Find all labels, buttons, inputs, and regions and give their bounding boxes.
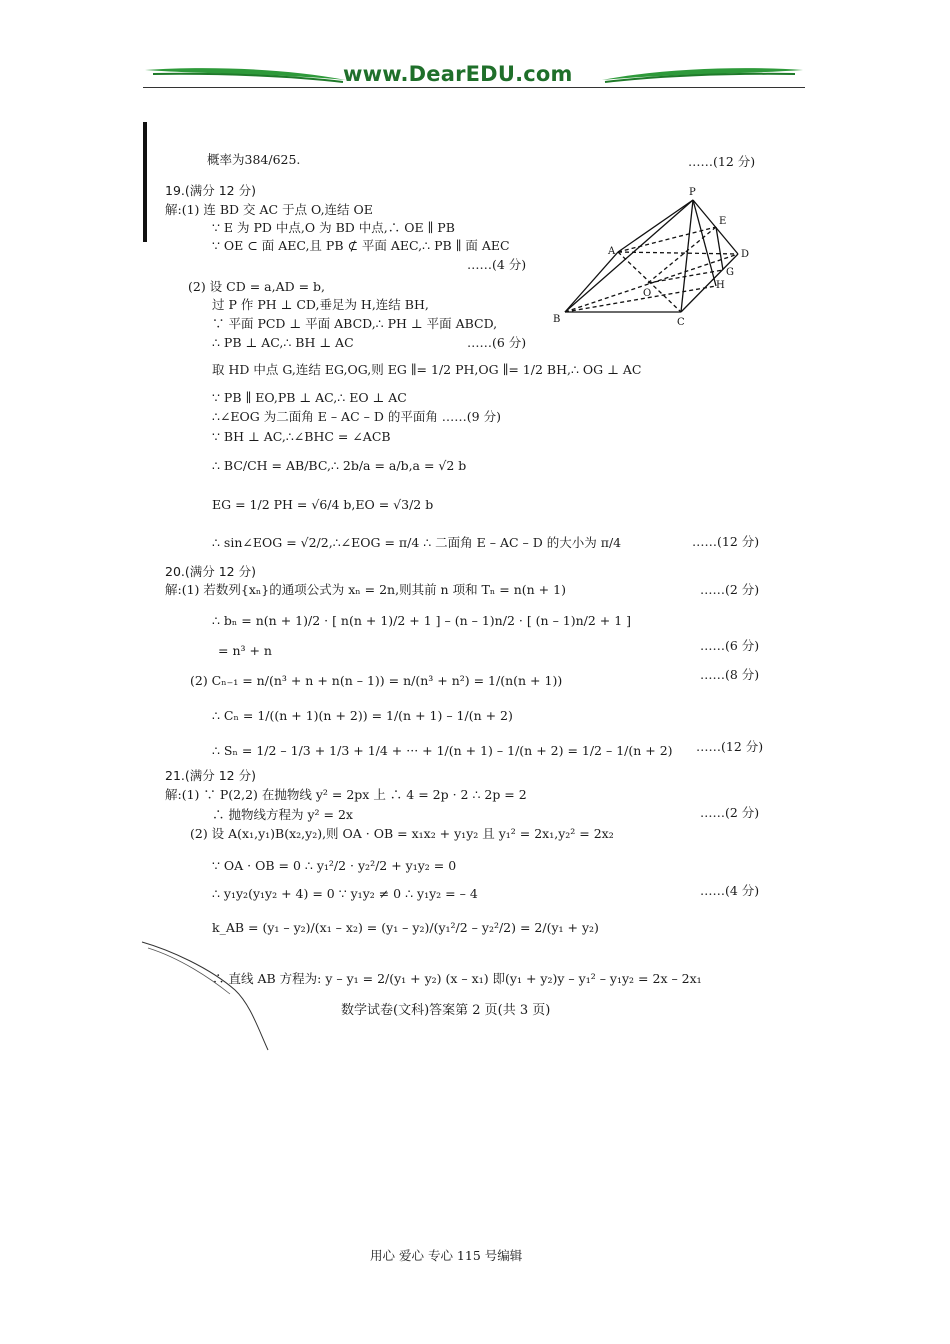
header-swoosh-right bbox=[600, 64, 805, 86]
q19-line-6: ∵ 平面 PCD ⊥ 平面 ABCD,∴ PH ⊥ 平面 ABCD, bbox=[212, 316, 498, 331]
q19-line-13: EG = 1/2 PH = √6/4 b,EO = √3/2 b bbox=[212, 497, 434, 512]
q19-line-12: ∴ BC/CH = AB/BC,∴ 2b/a = a/b,a = √2 b bbox=[212, 458, 467, 473]
label-C: C bbox=[677, 317, 685, 328]
q19-score-3: ……(12 分) bbox=[692, 534, 760, 549]
q19-line-9: ∵ PB ∥ EO,PB ⊥ AC,∴ EO ⊥ AC bbox=[212, 390, 407, 405]
label-B: B bbox=[553, 314, 561, 325]
prob-score: ……(12 分) bbox=[688, 154, 756, 169]
q20-score-2: ……(6 分) bbox=[700, 638, 760, 653]
scan-margin-mark bbox=[143, 122, 147, 242]
q20-score-4: ……(12 分) bbox=[696, 739, 764, 754]
q21-title: 21.(满分 12 分) bbox=[165, 768, 256, 783]
q20-line-5: ∴ Cₙ = 1/((n + 1)(n + 2)) = 1/(n + 1) – 1/(n + 2) bbox=[212, 708, 513, 723]
q21-score-2: ……(4 分) bbox=[700, 883, 760, 898]
q20-line-3: = n³ + n bbox=[218, 643, 272, 658]
q19-line-3: ∵ OE ⊂ 面 AEC,且 PB ⊄ 平面 AEC,∴ PB ∥ 面 AEC bbox=[212, 238, 510, 253]
q20-line-6: ∴ Sₙ = 1/2 – 1/3 + 1/3 + 1/4 + ··· + 1/(n + 1) – 1/(n + 2) = 1/2 – 1/(n + 2) bbox=[212, 743, 673, 758]
q21-line-6: k_AB = (y₁ – y₂)/(x₁ – x₂) = (y₁ – y₂)/(y₁²/2 – y₂²/2) = 2/(y₁ + y₂) bbox=[212, 920, 599, 935]
q19-line-1: 解:(1) 连 BD 交 AC 于点 O,连结 OE bbox=[165, 202, 373, 217]
label-P: P bbox=[689, 187, 696, 198]
q21-score-1: ……(2 分) bbox=[700, 805, 760, 820]
q21-line-1: 解:(1) ∵ P(2,2) 在抛物线 y² = 2px 上 ∴ 4 = 2p · 2 ∴ 2p = 2 bbox=[165, 787, 527, 802]
q19-line-5: 过 P 作 PH ⊥ CD,垂足为 H,连结 BH, bbox=[212, 297, 429, 312]
label-E: E bbox=[719, 216, 727, 227]
q19-line-4: (2) 设 CD = a,AD = b, bbox=[188, 279, 326, 294]
q21-line-7: ∴ 直线 AB 方程为: y – y₁ = 2/(y₁ + y₂) (x – x₁) 即(y₁ + y₂)y – y₁² – y₁y₂ = 2x – 2x₁ bbox=[212, 971, 702, 986]
q20-line-2: ∴ bₙ = n(n + 1)/2 · [ n(n + 1)/2 + 1 ] – (n – 1)n/2 · [ (n – 1)n/2 + 1 ] bbox=[212, 613, 632, 628]
header-rule bbox=[143, 87, 805, 88]
q20-score-1: ……(2 分) bbox=[700, 582, 760, 597]
q19-score-2: ……(6 分) bbox=[467, 335, 527, 350]
q19-line-10: ∴∠EOG 为二面角 E – AC – D 的平面角 ……(9 分) bbox=[212, 409, 501, 424]
q19-line-14: ∴ sin∠EOG = √2/2,∴∠EOG = π/4 ∴ 二面角 E – AC – D 的大小为 π/4 bbox=[212, 535, 622, 550]
q19-line-2: ∵ E 为 PD 中点,O 为 BD 中点,∴ OE ∥ PB bbox=[212, 220, 455, 235]
q21-line-5: ∴ y₁y₂(y₁y₂ + 4) = 0 ∵ y₁y₂ ≠ 0 ∴ y₁y₂ = – 4 bbox=[212, 886, 478, 901]
label-A: A bbox=[608, 246, 616, 257]
q20-line-1: 解:(1) 若数列{xₙ}的通项公式为 xₙ = 2n,则其前 n 项和 Tₙ = n(n + 1) bbox=[165, 582, 566, 597]
scan-stray-stroke bbox=[140, 938, 280, 1058]
q19-line-11: ∵ BH ⊥ AC,∴∠BHC = ∠ACB bbox=[212, 429, 391, 444]
q21-line-2: ∴ 抛物线方程为 y² = 2x bbox=[212, 807, 353, 822]
q19-line-8: 取 HD 中点 G,连结 EG,OG,则 EG ∥= 1/2 PH,OG ∥= 1/2 BH,∴ OG ⊥ AC bbox=[212, 362, 642, 377]
q19-line-7: ∴ PB ⊥ AC,∴ BH ⊥ AC bbox=[212, 335, 354, 350]
q20-line-4: (2) Cₙ₋₁ = n/(n³ + n + n(n – 1)) = n/(n³ + n²) = 1/(n(n + 1)) bbox=[190, 673, 563, 688]
pyramid-diagram bbox=[548, 182, 758, 332]
site-brand[interactable]: www.DearEDU.com bbox=[343, 62, 573, 86]
q19-title: 19.(满分 12 分) bbox=[165, 183, 256, 198]
q20-score-3: ……(8 分) bbox=[700, 667, 760, 682]
label-D: D bbox=[741, 249, 750, 260]
q19-score-1: ……(4 分) bbox=[467, 257, 527, 272]
label-O: O bbox=[643, 288, 652, 299]
q21-line-3: (2) 设 A(x₁,y₁)B(x₂,y₂),则 OA · OB = x₁x₂ + y₁y₂ 且 y₁² = 2x₁,y₂² = 2x₂ bbox=[190, 826, 614, 841]
q21-line-4: ∵ OA · OB = 0 ∴ y₁²/2 · y₂²/2 + y₁y₂ = 0 bbox=[212, 858, 457, 873]
prob-line: 概率为384/625. bbox=[207, 152, 301, 167]
label-G: G bbox=[726, 267, 734, 278]
header-swoosh-left bbox=[143, 64, 348, 86]
page-label: 数学试卷(文科)答案第 2 页(共 3 页) bbox=[341, 1003, 551, 1018]
label-H: H bbox=[716, 280, 725, 291]
footer-credit: 用心 爱心 专心 115 号编辑 bbox=[370, 1248, 523, 1263]
q20-title: 20.(满分 12 分) bbox=[165, 564, 256, 579]
